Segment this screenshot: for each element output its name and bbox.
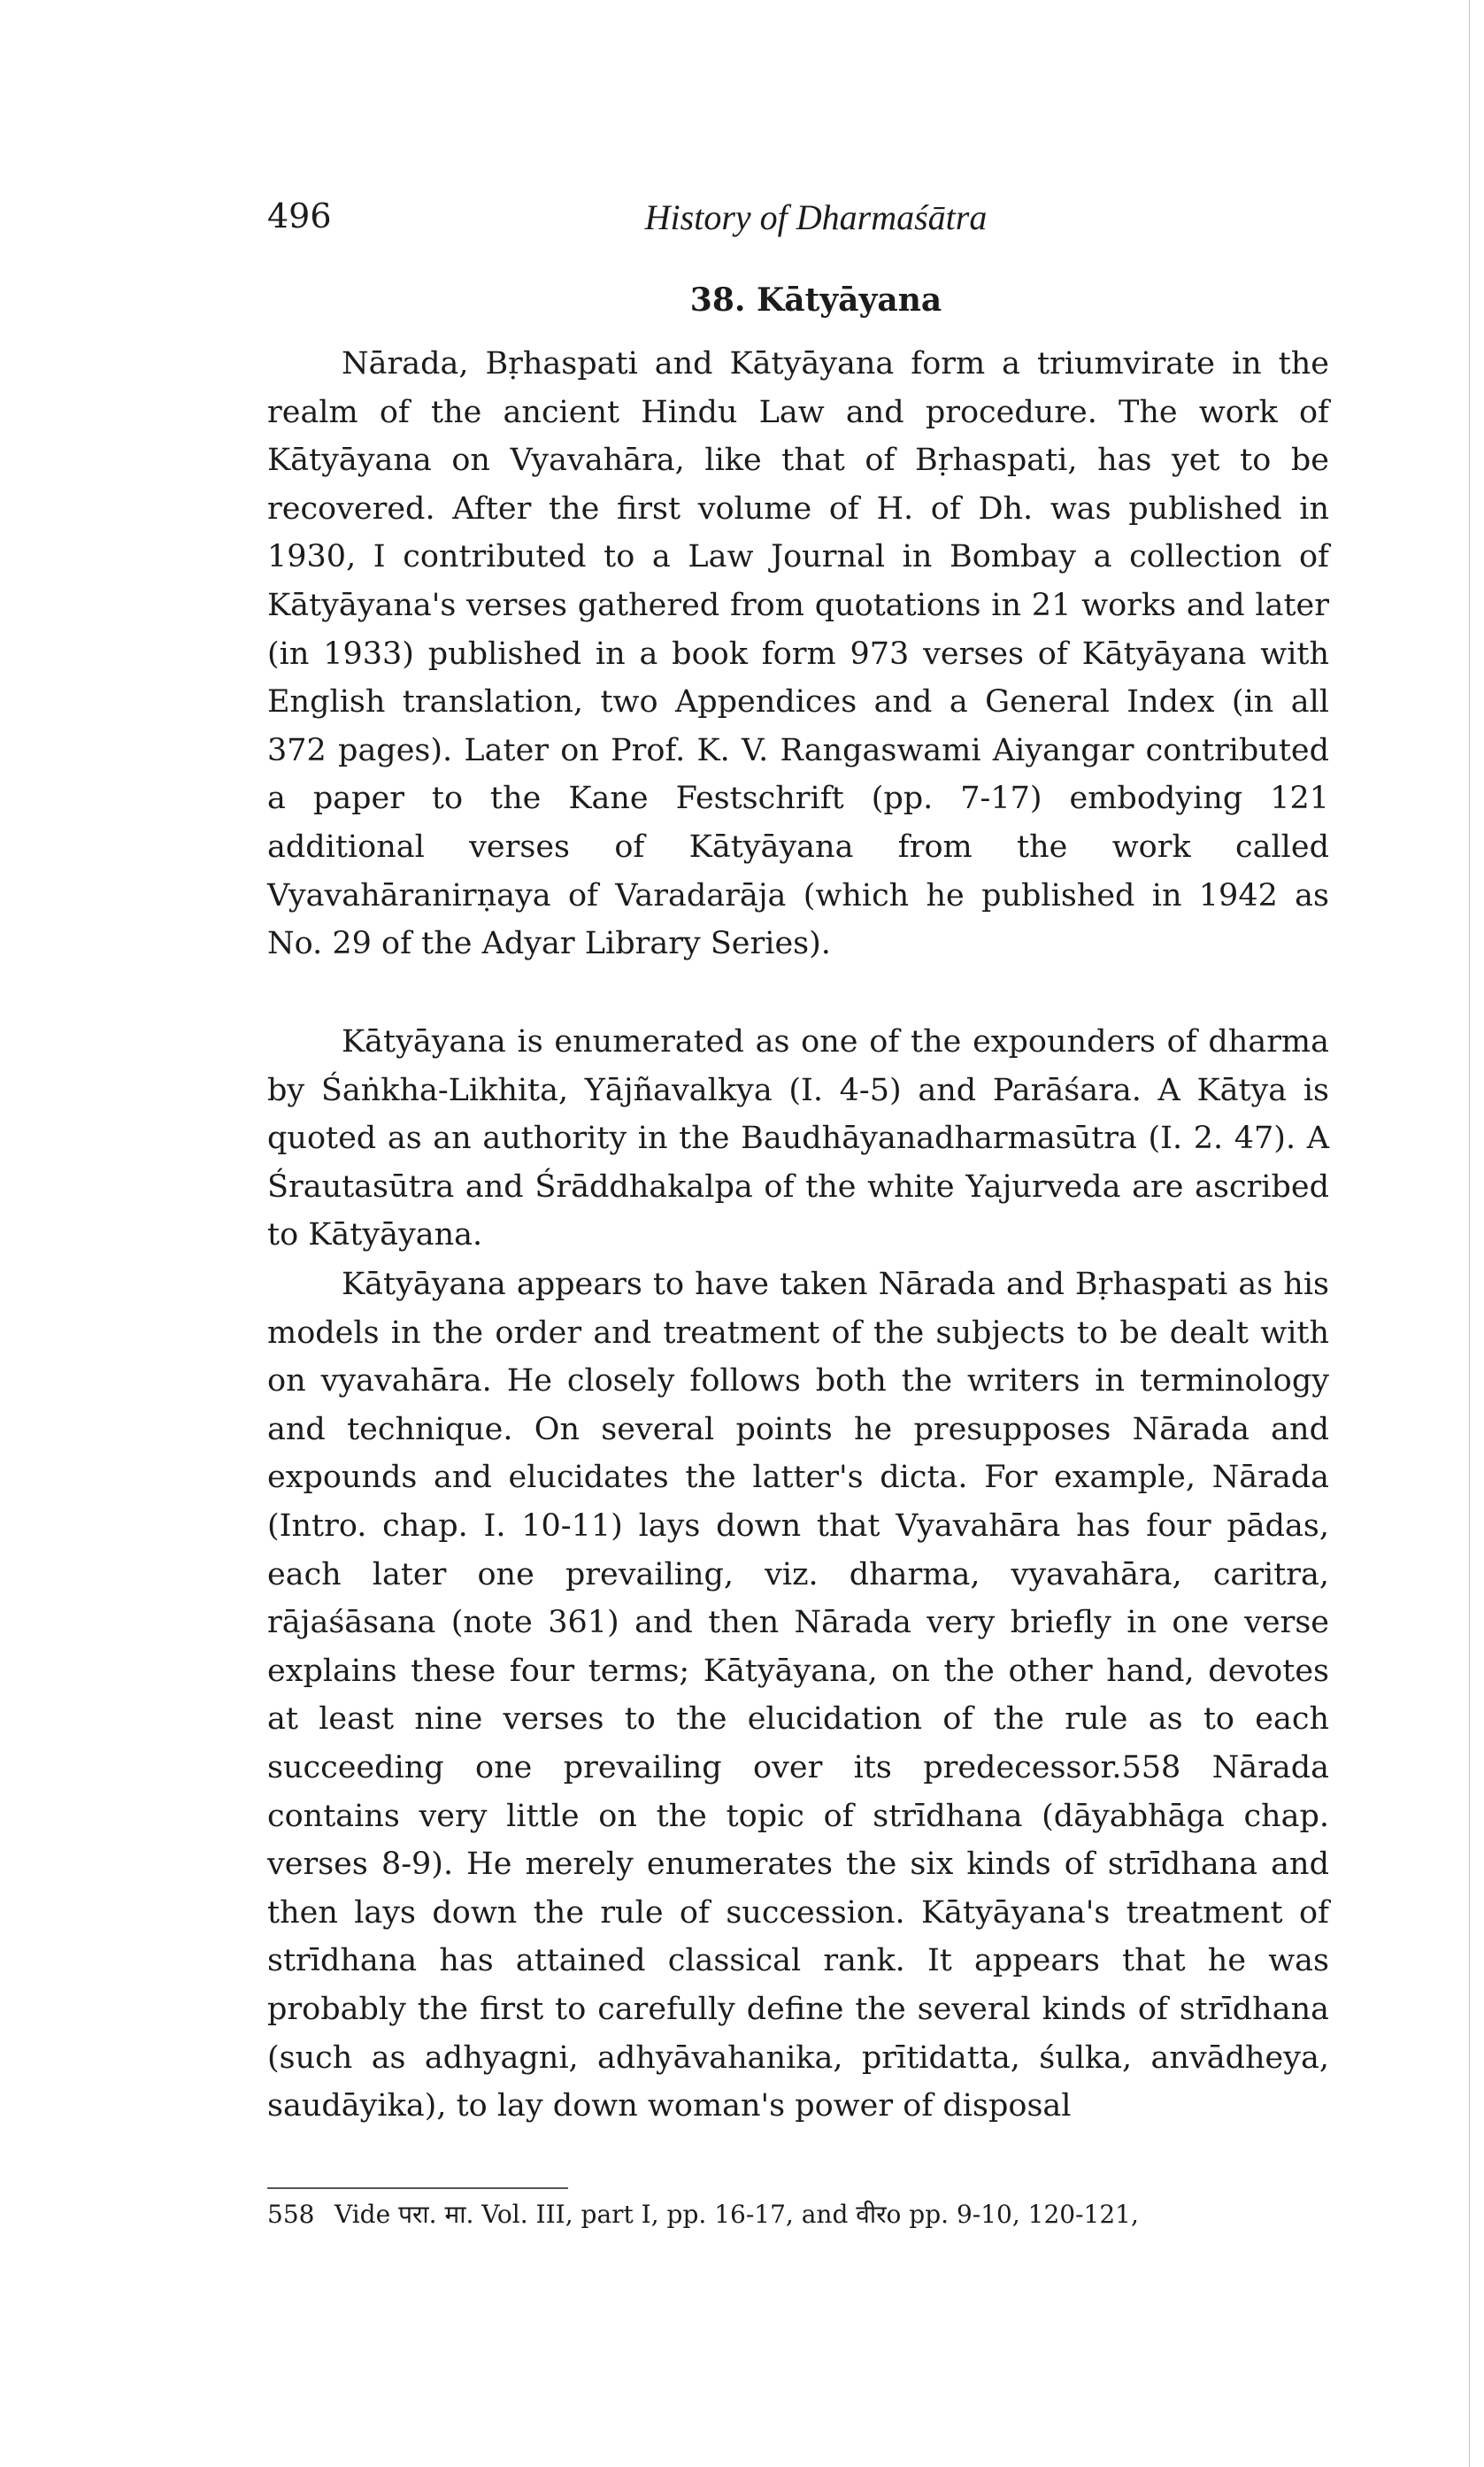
- paragraph-text: Kātyāyana is enumerated as one of the expounders of dharma by Śaṅkha-Likhita, Yājñavalkya (I. 4-5) and Parāśara. A Kātya is quoted as an authority in the Baudhāyanadharmasūtra (I. 2. 47). A Śrautasūtra and Śrāddhakalpa of the white Yajurveda are ascribed to Kātyāyana.: [267, 1024, 1329, 1253]
- paragraph-2: [267, 1018, 1329, 1260]
- paragraph-1: [267, 340, 1329, 968]
- footnote-text: Vide परा. मा. Vol. III, part I, pp. 16-17, and वीरo pp. 9-10, 120-121,: [334, 2200, 1139, 2229]
- footnote-number: 558: [267, 2200, 315, 2229]
- paragraph-3: [267, 1260, 1329, 2131]
- paragraph-text: Nārada, Bṛhaspati and Kātyāyana form a triumvirate in the realm of the ancient Hindu Law and procedure. The work of Kātyāyana on Vyavahāra, like that of Bṛhaspati, has yet to be recovered. After the first volume of H. of Dh. was published in 1930, I contributed to a Law Journal in Bombay a collection of Kātyāyana's verses gathered from quotations in 21 works and later (in 1933) published in a book form 973 verses of Kātyāyana with English translation, two Appendices and a General Index (in all 372 pages). Later on Prof. K. V. Rangaswami Aiyangar contributed a paper to the Kane Festschrift (pp. 7-17) embodying 121 additional verses of Kātyāyana from the work called Vyavahāranirṇaya of Varadarāja (which he published in 1942 as No. 29 of the Adyar Library Series).: [267, 346, 1329, 962]
- page-number: 496: [267, 197, 332, 235]
- paragraph-text: Kātyāyana appears to have taken Nārada and Bṛhaspati as his models in the order and treatment of the subjects to be dealt with on vyavahāra. He closely follows both the writers in terminology and technique. On several points he presupposes Nārada and expounds and elucidates the latter's dicta. For example, Nārada (Intro. chap. I. 10-11) lays down that Vyavahāra has four pādas, each later one prevailing, viz. dharma, vyavahāra, caritra, rājaśāsana (note 361) and then Nārada very briefly in one verse explains these four terms; Kātyāyana, on the other hand, devotes at least nine verses to the elucidation of the rule as to each succeeding one prevailing over its predecessor.558 Nārada contains very little on the topic of strīdhana (dāyabhāga chap. verses 8-9). He merely enumerates the six kinds of strīdhana and then lays down the rule of succession. Kātyāyana's treatment of strīdhana has attained classical rank. It appears that he was probably the first to carefully define the several kinds of strīdhana (such as adhyagni, adhyāvahanika, prītidatta, śulka, anvādheya, saudāyika), to lay down woman's power of disposal: [267, 1267, 1329, 2124]
- footnote-rule: [267, 2187, 568, 2189]
- page-edge-line: [1469, 0, 1470, 2467]
- running-title: History of Dharmaśātra: [644, 197, 988, 237]
- section-heading: 38. Kātyāyana: [689, 281, 942, 319]
- footnote: [267, 2197, 1329, 2232]
